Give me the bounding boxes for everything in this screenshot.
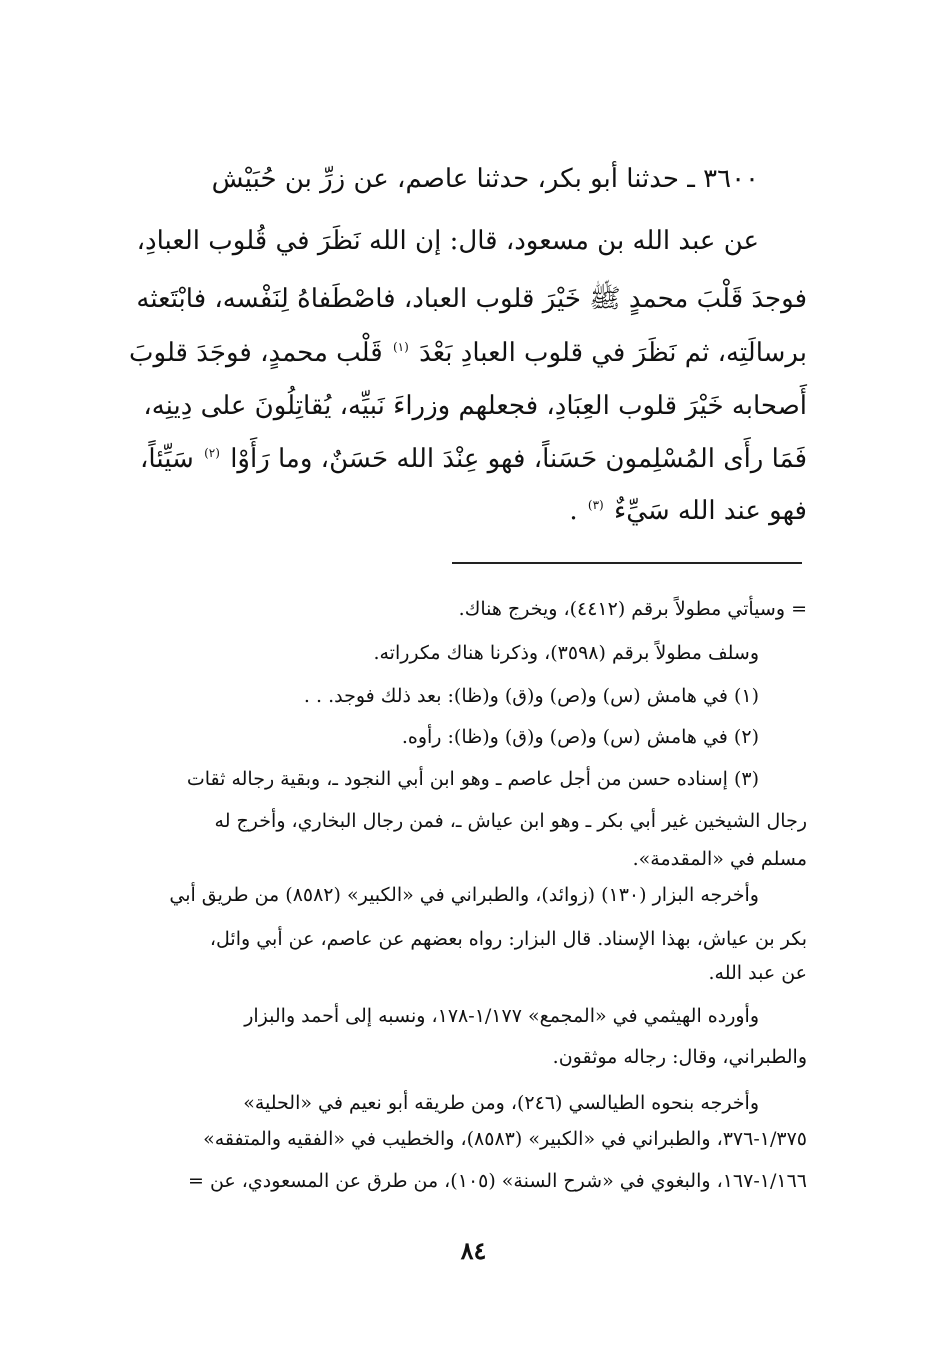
footnote-line-7: مسلم في «المقدمة». xyxy=(632,848,807,870)
hadith-line-7-part-b: . xyxy=(569,496,578,526)
hadith-line-7 xyxy=(569,496,807,526)
footnote-line-13: وأخرجه بنحوه الطيالسي (٢٤٦)، ومن طريقه أبو نعيم في «الحلية» xyxy=(243,1092,759,1114)
footnote-line-2: وسلف مطولاً برقم (٣٥٩٨)، وذكرنا هناك مكرراته. xyxy=(373,642,759,664)
footnote-ref-3: (٣) xyxy=(587,498,604,513)
hadith-line-3: فوجدَ قَلْبَ محمدٍ ﷺ خَيْرَ قلوب العباد، فاصْطَفاهُ لِنَفْسه، فابْتَعثه xyxy=(136,284,807,314)
hadith-line-4-part-b: قَلْب محمدٍ، فوجَدَ قلوبَ xyxy=(129,338,383,368)
footnote-line-10: عن عبد الله. xyxy=(708,962,807,984)
footnote-line-14: ١/٣٧٥-٣٧٦، والطبراني في «الكبير» (٨٥٨٣)، والخطيب في «الفقيه والمتفقه» xyxy=(203,1128,807,1150)
hadith-line-6-part-b: سَيِّئاً، xyxy=(140,444,194,474)
page-number: ٨٤ xyxy=(460,1236,487,1265)
footnote-ref-1: (١) xyxy=(392,340,409,355)
footnote-line-3: (١) في هامش (س) و(ص) و(ق) و(ظا): بعد ذلك فوجد. . . xyxy=(303,685,759,707)
hadith-line-6-part-a: فَمَا رأَى المُسْلِمون حَسَناً، فهو عِنْدَ الله حَسَنٌ، وما رَأَوْا xyxy=(230,444,807,474)
hadith-line-4 xyxy=(129,338,807,368)
hadith-line-1: ٣٦٠٠ ـ حدثنا أبو بكر، حدثنا عاصم، عن زرِّ بن حُبَيْش xyxy=(211,164,759,194)
hadith-line-2: عن عبد الله بن مسعود، قال: إن الله نَظَرَ في قُلوب العبادِ، xyxy=(136,226,759,256)
footnote-line-15: ١/١٦٦-١٦٧، والبغوي في «شرح السنة» (١٠٥)، من طرق عن المسعودي، عن = xyxy=(187,1170,807,1192)
footnote-line-5: (٣) إسناده حسن من أجل عاصم ـ وهو ابن أبي النجود ـ، وبقية رجاله ثقات xyxy=(186,768,759,790)
footnote-separator xyxy=(452,562,802,564)
footnote-line-8: وأخرجه البزار (١٣٠) (زوائد)، والطبراني في «الكبير» (٨٥٨٢) من طريق أبي xyxy=(169,884,759,906)
hadith-line-4-part-a: برسالَتِه، ثم نَظَرَ في قلوب العبادِ بَعْدَ xyxy=(419,338,807,368)
footnote-line-6: رجال الشيخين غير أبي بكر ـ وهو ابن عياش ـ، فمن رجال البخاري، وأخرج له xyxy=(214,810,807,832)
footnote-line-11: وأورده الهيثمي في «المجمع» ١/١٧٧-١٧٨، ونسبه إلى أحمد والبزار xyxy=(244,1005,759,1027)
hadith-line-5: أَصحابه خَيْرَ قلوب العِبَادِ، فجعلهم وزراءَ نَبيِّه، يُقاتِلُونَ على دِينِه، xyxy=(143,391,807,421)
hadith-line-7-part-a: فهو عند الله سَيِّءٌ xyxy=(613,496,807,526)
footnote-line-12: والطبراني، وقال: رجاله موثقون. xyxy=(552,1046,807,1068)
hadith-line-6 xyxy=(140,444,807,474)
footnote-line-9: بكر بن عياش، بهذا الإسناد. قال البزار: رواه بعضهم عن عاصم، عن أبي وائل، xyxy=(209,928,807,950)
footnote-line-1: = وسيأتي مطولاً برقم (٤٤١٢)، ويخرج هناك. xyxy=(458,598,807,620)
footnote-line-4: (٢) في هامش (س) و(ص) و(ق) و(ظا): رأوه. xyxy=(401,726,759,748)
footnote-ref-2: (٢) xyxy=(204,446,220,461)
